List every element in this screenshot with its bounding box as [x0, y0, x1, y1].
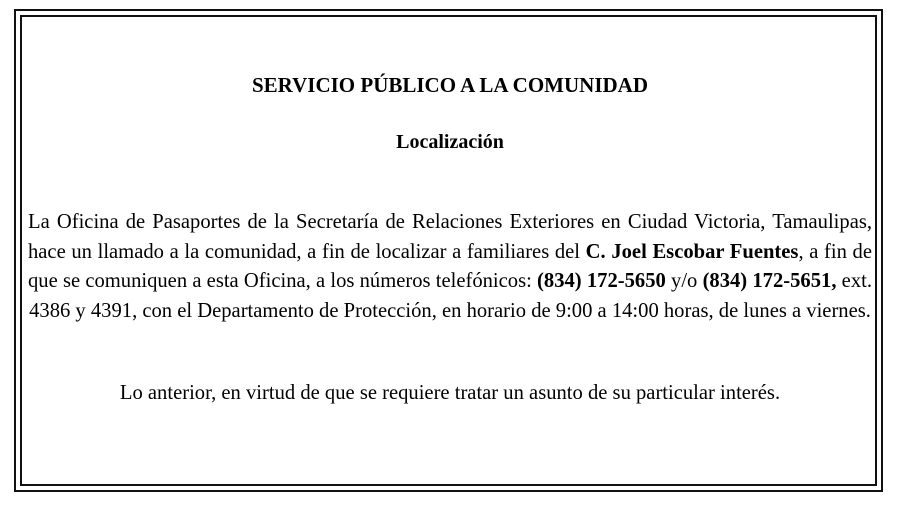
- notice-title: SERVICIO PÚBLICO A LA COMUNIDAD: [252, 73, 648, 97]
- phone-number-1: (834) 172-5650: [537, 270, 666, 293]
- notice-subtitle: Localización: [396, 131, 504, 153]
- notice-body: [28, 208, 872, 326]
- body-text-part-1: La Oficina de Pasaportes de la Secretaría de Relaciones Exteriores en Ciudad Victoria, Tamaulipas, hace un llamado a la comunidad, a fin de localizar a familiares del: [28, 211, 872, 263]
- person-name: C. Joel Escobar Fuentes: [585, 240, 799, 263]
- body-text-part-2: , a fin de que se comuniquen a esta Oficina, a los números telefónicos:: [28, 240, 872, 293]
- phone-connector: y/o: [665, 270, 703, 293]
- notice-closing: Lo anterior, en virtud de que se requiere tratar un asunto de su particular interés.: [119, 382, 781, 404]
- body-text-part-3: ext. 4386 y 4391, con el Departamento de Protección, en horario de 9:00 a 14:00 horas, de lunes a viernes.: [29, 270, 872, 322]
- phone-number-2: (834) 172-5651,: [702, 270, 837, 293]
